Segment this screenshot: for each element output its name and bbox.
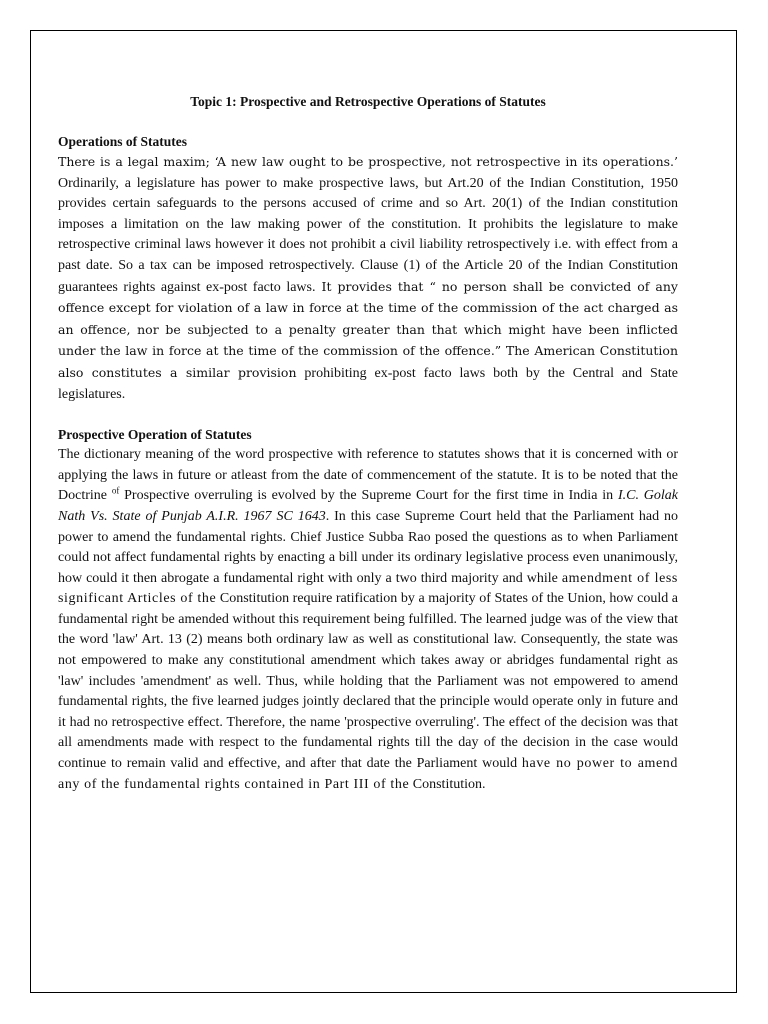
section-heading-operations: Operations of Statutes — [58, 134, 187, 149]
paragraph-text: Constitution require ratification by a majority of States of the Union, how could a fundamental right be amended without this requirement being fulfilled. The learned judge was of the view that the word 'law' Art. 13 (2) means both ordinary law as well as constitutional law. Consequently, the state was not empowered to make any constitutional amendment which takes away or abridges fundamental right as 'law' includes 'amendment' as well. Thus, while holding that the Parliament was not empowered to amend fundamental rights, the five learned judges jointly declared that the principle would operate only in future and it had no retrospective effect. Therefore, the name 'prospective overruling'. The effect of the decision was that all amendments made with respect to the fundamental rights till the day of the decision in the case would continue to remain valid and effective, and after that date the Parliament would — [58, 591, 678, 772]
paragraph-text: have no power to amend any of the fundamental rights contained in Part III of the — [58, 756, 679, 792]
paragraph-text: The dictionary meaning of the word prospective with reference to statutes shows that it is concerned with or applying the laws in future or atleast from the date of commencement of the statute. It is to be noted that the Doctrine — [58, 447, 678, 504]
paragraph-prospective — [58, 445, 678, 795]
legal-maxim-text: There is a legal maxim; ‘A new law ought to be prospective, not retrospective in its operations.’ — [58, 154, 678, 169]
superscript-text: of — [111, 485, 120, 496]
section-heading-prospective: Prospective Operation of Statutes — [58, 427, 252, 443]
paragraph-text: . In this case Supreme Court held that the Parliament had no power to amend the fundamental rights. Chief Justice Subba Rao posed the questions as to when Parliament could not affect fundamental rights by enacting a bill under its ordinary legislative process even unanimously, how could it then abrogate a fundamental right with only a two third majority and while — [58, 508, 678, 586]
paragraph-text: Constitution. — [409, 776, 486, 792]
paragraph-text: amendment of less significant Articles of the — [58, 570, 678, 607]
paragraph-text: Ordinarily, a legislature has power to make prospective laws, but Art.20 of the Indian Constitution, 1950 provides certain safeguards to the persons accused of crime and so Art. 20(1) of the Indian constitution imposes a limitation on the law making power of the constitution. It prohibits the legislature to make retrospective criminal laws however it does not prohibit a civil liability retrospectively i.e. with effect from a past date. So a tax can be imposed retrospectively. Clause (1) of the Article 20 of the Indian Constitution guarantees rights against ex-post facto laws. — [58, 175, 678, 295]
paragraph-operations — [58, 152, 678, 405]
paragraph-text: Prospective overruling is evolved by the Supreme Court for the first time in India in — [119, 488, 618, 504]
paragraph-text: prohibiting ex-post facto laws both by the Central and State legislatures. — [58, 365, 679, 402]
document-title: Topic 1: Prospective and Retrospective Operations of Statutes — [190, 94, 546, 109]
document-body — [58, 60, 678, 795]
quoted-provision-text: It provides that “ no person shall be convicted of any offence except for violation of a law in force at the time of the commission of the act charged as an offence, nor be subjected to a penalty greater than that which might have been inflicted under the law in force at the time of the commission of the offence.” The American Constitution also constitutes a similar provision — [58, 278, 678, 380]
case-citation: I.C. Golak Nath Vs. State of Punjab A.I.R. 1967 SC 1643 — [58, 488, 678, 524]
